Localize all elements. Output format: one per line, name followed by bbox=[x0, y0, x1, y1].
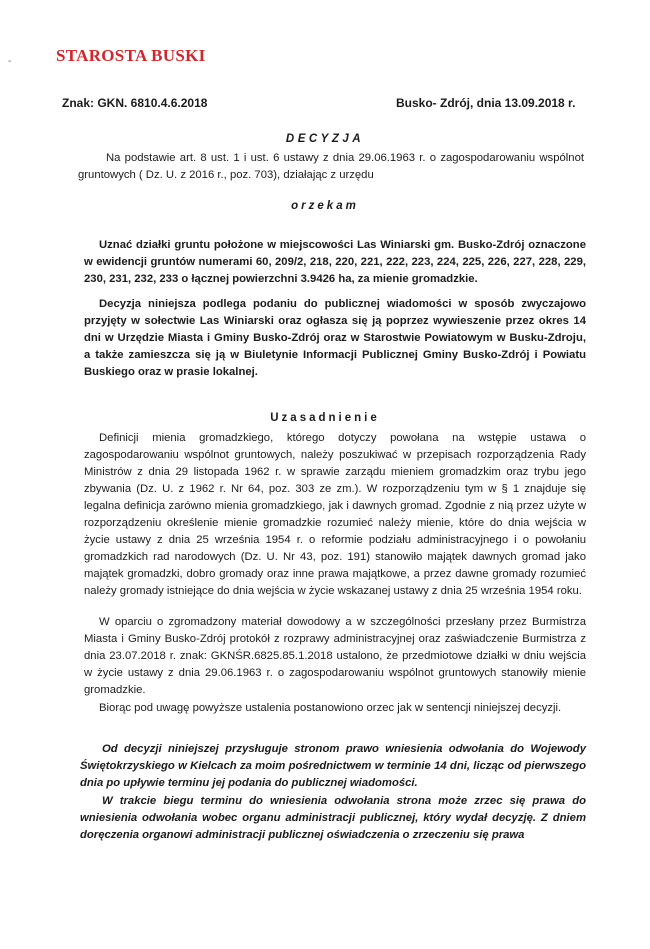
justification-paragraph-2: W oparciu o zgromadzony materiał dowodowy a w szczególności przesłany przez Burmistrza Miasta i Gminy Busko-Zdrój protokół z rozprawy administracyjnej oraz zaświadczenie Burmistrza z dnia 23.07.2018 r. znak: GKNŚR.6825.85.1.2018 ustalono, że przedmiotowe działki w dniu wejścia w życie ustawy z dnia 29.06.1963 r. o zagospodarowaniu wspólnot gruntowych stanowiły mienie gromadzkie. bbox=[84, 616, 586, 696]
margin-mark: - bbox=[8, 56, 12, 67]
issuing-office: STAROSTA BUSKI bbox=[56, 46, 206, 65]
decision-title: DECYZJA bbox=[285, 133, 365, 145]
waiver-paragraph: W trakcie biegu terminu do wniesienia odwołania strona może zrzec się prawa do wniesienia odwołania wobec organu administracji publicznej, który wydał decyzję. Z dniem doręczenia organowi administracji publicznej oświadczenia o zrzeczeniu się prawa bbox=[80, 795, 586, 841]
orzekam-heading: orzekam bbox=[291, 200, 359, 212]
reference-number: Znak: GKN. 6810.4.6.2018 bbox=[62, 96, 208, 110]
justification-paragraph-3: Biorąc pod uwagę powyższe ustalenia postanowiono orzec jak w sentencji niniejszej decyzji. bbox=[99, 702, 562, 714]
ruling-paragraph: Uznać działki gruntu położone w miejscowości Las Winiarski gm. Busko-Zdrój oznaczone w ewidencji gruntów numerami 60, 209/2, 218, 220, 221, 222, 223, 224, 225, 226, 227, 228, 229, 230, 231, 232, 233 o łącznej powierzchni 3.9426 ha, za mienie gromadzkie. bbox=[84, 239, 586, 285]
appeal-paragraph: Od decyzji niniejszej przysługuje stronom prawo wniesienia odwołania do Wojewody Świętokrzyskiego w Kielcach za moim pośrednictwem w terminie 14 dni, licząc od pierwszego dnia po upływie terminu jej podania do publicznej wiadomości. bbox=[80, 743, 586, 789]
justification-heading: Uzasadnienie bbox=[270, 412, 380, 424]
place-and-date: Busko- Zdrój, dnia 13.09.2018 r. bbox=[396, 96, 576, 110]
justification-paragraph-1: Definicji mienia gromadzkiego, którego dotyczy powołana na wstępie ustawa o zagospodarowaniu wspólnot gruntowych, należy poszukiwać w przepisach rozporządzenia Rady Ministrów z dnia 29 listopada 1962 r. w sprawie zarządu mieniem gromadzkim oraz trybu jego zbywania (Dz. U. z 1962 r. Nr 64, poz. 303 ze zm.). W rozporządzeniu tym w § 1 znajduje się legalna definicja zarówno mienia gromadzkiego, jak i dawnych gromad. Zgodnie z nią przez użyte w rozporządzeniu określenie mienie gromadzkie rozumieć należy mienie, które do dnia wejścia w życie ustawy z dnia 25 września 1954 r. o reformie podziału administracyjnego i o powołaniu gromadzkich rad narodowych (Dz. U. Nr 43, poz. 191) stanowiło majątek dawnych gromad jako majątek gromadzki, dobro gromady oraz inne prawa majątkowe, a przez dawne gromady rozumieć należy gromady istniejące do dnia wejścia w życie wskazanej ustawy z dnia 25 września 1954 roku. bbox=[84, 432, 586, 597]
legal-basis-paragraph: Na podstawie art. 8 ust. 1 i ust. 6 ustawy z dnia 29.06.1963 r. o zagospodarowaniu wspólnot gruntowych ( Dz. U. z 2016 r., poz. 703), działając z urzędu bbox=[78, 152, 584, 181]
publication-paragraph: Decyzja niniejsza podlega podaniu do publicznej wiadomości w sposób zwyczajowo przyjęty w sołectwie Las Winiarski oraz ogłasza się ją poprzez wywieszenie przez okres 14 dni w Urzędzie Miasta i Gminy Busko-Zdrój oraz w Starostwie Powiatowym w Busku-Zdroju, a także zamieszcza się ją w Biuletynie Informacji Publicznej Gminy Busko-Zdrój i Powiatu Buskiego oraz w prasie lokalnej. bbox=[84, 298, 586, 378]
